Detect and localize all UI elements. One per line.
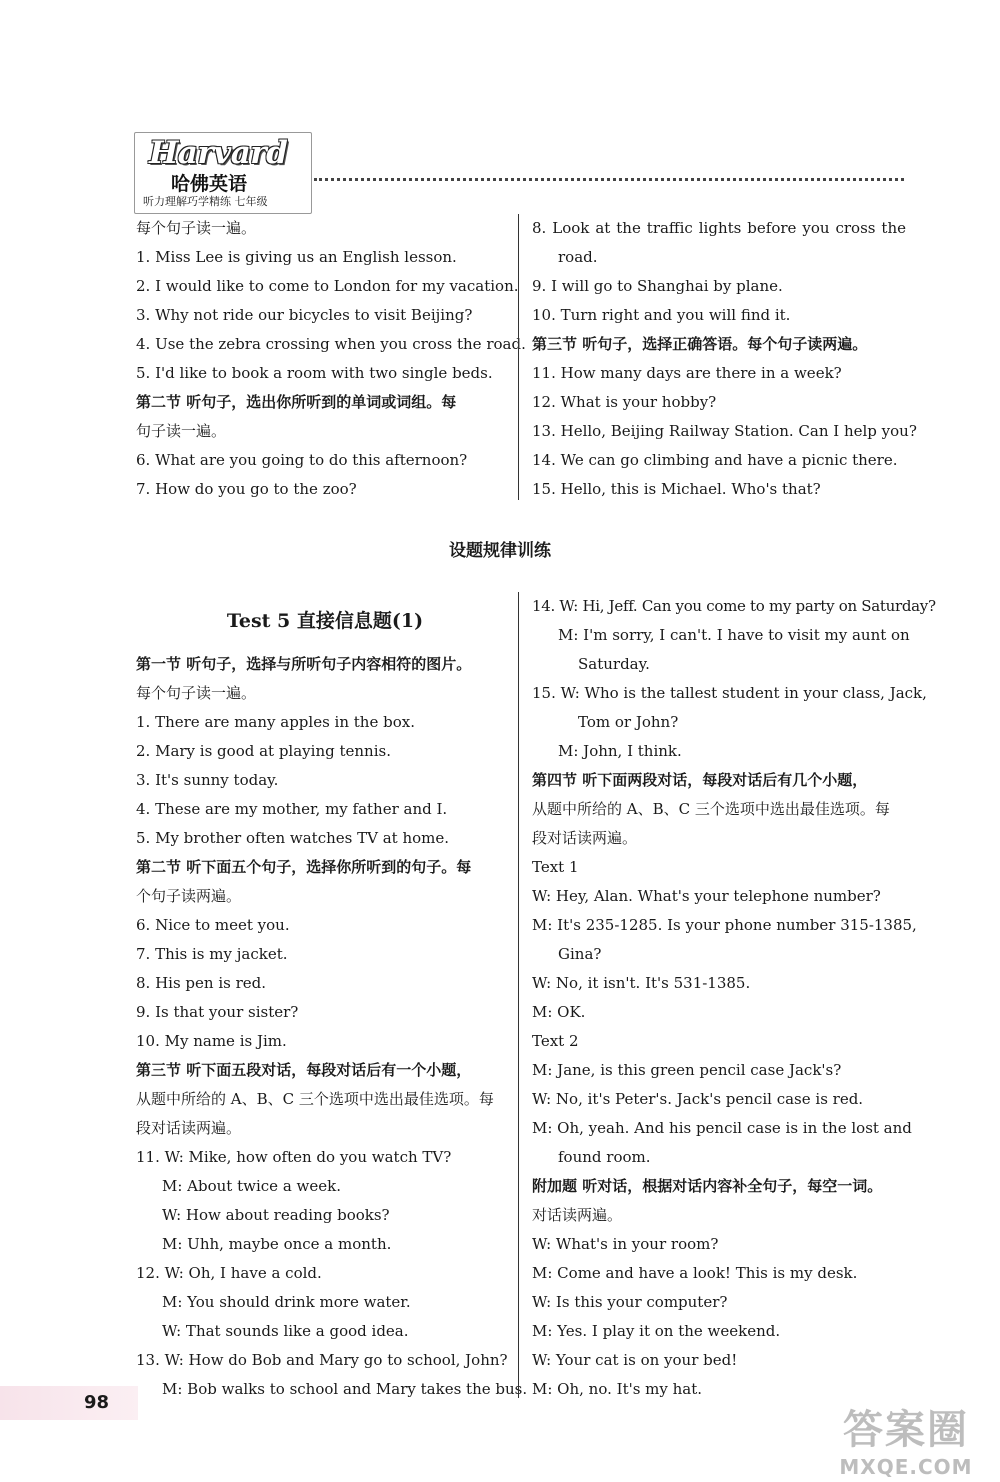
text-label: Text 2 <box>532 1032 579 1050</box>
dialogue-line: M: Yes. I play it on the weekend. <box>532 1322 781 1340</box>
bottom-right-column <box>532 592 936 1404</box>
bottom-left-column <box>136 650 528 1404</box>
text-line: 段对话读两遍。 <box>532 829 638 847</box>
column-divider <box>518 592 519 1398</box>
top-right-column <box>532 214 917 504</box>
logo-chinese-title: 哈佛英语 <box>171 173 248 195</box>
dialogue-line: Gina? <box>558 945 602 963</box>
watermark-logo <box>818 1398 994 1478</box>
dialogue-line: M: Uhh, maybe once a month. <box>162 1235 392 1253</box>
section-heading-line: 附加题 听对话，根据对话内容补全句子，每空一词。 <box>532 1177 883 1195</box>
harvard-logo <box>134 132 312 214</box>
watermark-chinese: 答案圈 <box>843 1407 969 1453</box>
text-line: 2. Mary is good at playing tennis. <box>136 742 391 760</box>
page-number: 98 <box>84 1392 110 1413</box>
text-line: 个句子读两遍。 <box>136 887 242 905</box>
text-line: 7. How do you go to the zoo? <box>136 480 357 498</box>
text-line: 10. Turn right and you will find it. <box>532 306 791 324</box>
text-line: 9. Is that your sister? <box>136 1003 299 1021</box>
section-heading-line: 第三节 听句子，选择正确答语。每个句子读两遍。 <box>532 335 868 353</box>
text-line: 9. I will go to Shanghai by plane. <box>532 277 783 295</box>
dialogue-line: M: John, I think. <box>558 742 682 760</box>
text-line: 从题中所给的 A、B、C 三个选项中选出最佳选项。每 <box>136 1090 494 1108</box>
dialogue-line: W: Your cat is on your bed! <box>532 1351 738 1369</box>
text-line: 句子读一遍。 <box>136 422 227 440</box>
text-line: 对话读两遍。 <box>532 1206 623 1224</box>
text-line: 1. Miss Lee is giving us an English lesson. <box>136 248 457 266</box>
dialogue-line: M: Bob walks to school and Mary takes the bus. <box>162 1380 528 1398</box>
text-line: 6. What are you going to do this afternoon? <box>136 451 468 469</box>
dialogue-line: Saturday. <box>578 655 650 673</box>
dialogue-line: W: No, it isn't. It's 531-1385. <box>532 974 751 992</box>
dialogue-line: W: No, it's Peter's. Jack's pencil case is red. <box>532 1090 864 1108</box>
text-line: 每个句子读一遍。 <box>136 684 257 702</box>
text-line: 8. His pen is red. <box>136 974 267 992</box>
text-line: 13. Hello, Beijing Railway Station. Can I help you? <box>532 422 917 440</box>
dialogue-line: M: Come and have a look! This is my desk. <box>532 1264 858 1282</box>
dialogue-line: 15. W: Who is the tallest student in your class, Jack, <box>532 684 927 702</box>
text-label: Text 1 <box>532 858 579 876</box>
text-line: 每个句子读一遍。 <box>136 219 257 237</box>
text-line: 7. This is my jacket. <box>136 945 288 963</box>
text-line: 5. My brother often watches TV at home. <box>136 829 450 847</box>
dialogue-line: 13. W: How do Bob and Mary go to school, John? <box>136 1351 508 1369</box>
text-line: 10. My name is Jim. <box>136 1032 287 1050</box>
dialogue-line: M: Jane, is this green pencil case Jack's? <box>532 1061 842 1079</box>
header-dotted-rule <box>314 178 904 181</box>
top-left-column <box>136 214 526 504</box>
section-title: 设题规律训练 <box>449 541 551 561</box>
text-line: 11. How many days are there in a week? <box>532 364 842 382</box>
dialogue-line: 14. W: Hi, Jeff. Can you come to my party on Saturday? <box>532 597 936 615</box>
column-divider <box>518 214 519 500</box>
watermark-url: MXQE.COM <box>839 1455 973 1479</box>
text-line: 4. These are my mother, my father and I. <box>136 800 448 818</box>
section-heading-line: 第一节 听句子，选择与所听句子内容相符的图片。 <box>136 655 472 673</box>
dialogue-line: M: OK. <box>532 1003 586 1021</box>
text-line: 段对话读两遍。 <box>136 1119 242 1137</box>
dialogue-line: M: I'm sorry, I can't. I have to visit my aunt on <box>558 626 910 644</box>
section-heading-line: 第二节 听句子，选出你所听到的单词或词组。每 <box>136 393 457 411</box>
dialogue-line: 11. W: Mike, how often do you watch TV? <box>136 1148 452 1166</box>
text-line: road. <box>558 248 598 266</box>
section-heading-line: 第四节 听下面两段对话，每段对话后有几个小题， <box>532 771 868 789</box>
dialogue-line: M: It's 235-1285. Is your phone number 315-1385, <box>532 916 917 934</box>
text-line: 6. Nice to meet you. <box>136 916 290 934</box>
text-line: 8. Look at the traffic lights before you cross the <box>532 219 906 237</box>
dialogue-line: W: How about reading books? <box>162 1206 390 1224</box>
text-line: 15. Hello, this is Michael. Who's that? <box>532 480 821 498</box>
dialogue-line: M: About twice a week. <box>162 1177 341 1195</box>
dialogue-line: W: That sounds like a good idea. <box>162 1322 409 1340</box>
logo-wordmark: Harvard <box>149 135 288 171</box>
logo-subtitle: 听力理解巧学精练 七年级 <box>143 195 268 208</box>
dialogue-line: M: You should drink more water. <box>162 1293 411 1311</box>
dialogue-line: 12. W: Oh, I have a cold. <box>136 1264 322 1282</box>
text-line: 3. Why not ride our bicycles to visit Beijing? <box>136 306 473 324</box>
text-line: 1. There are many apples in the box. <box>136 713 415 731</box>
dialogue-line: W: Hey, Alan. What's your telephone number? <box>532 887 881 905</box>
dialogue-line: W: Is this your computer? <box>532 1293 728 1311</box>
text-line: 从题中所给的 A、B、C 三个选项中选出最佳选项。每 <box>532 800 890 818</box>
section-heading-line: 第三节 听下面五段对话，每段对话后有一个小题， <box>136 1061 472 1079</box>
dialogue-line: M: Oh, no. It's my hat. <box>532 1380 703 1398</box>
text-line: 12. What is your hobby? <box>532 393 717 411</box>
test-title: Test 5 直接信息题(1) <box>226 610 424 632</box>
page-number-shade <box>0 1386 138 1420</box>
dialogue-line: Tom or John? <box>578 713 679 731</box>
text-line: 14. We can go climbing and have a picnic there. <box>532 451 898 469</box>
text-line: 5. I'd like to book a room with two single beds. <box>136 364 493 382</box>
section-heading-line: 第二节 听下面五个句子，选择你所听到的句子。每 <box>136 858 472 876</box>
dialogue-line: W: What's in your room? <box>532 1235 719 1253</box>
text-line: 3. It's sunny today. <box>136 771 279 789</box>
dialogue-line: found room. <box>558 1148 651 1166</box>
dialogue-line: M: Oh, yeah. And his pencil case is in the lost and <box>532 1119 912 1137</box>
text-line: 2. I would like to come to London for my vacation. <box>136 277 519 295</box>
text-line: 4. Use the zebra crossing when you cross the road. <box>136 335 526 353</box>
